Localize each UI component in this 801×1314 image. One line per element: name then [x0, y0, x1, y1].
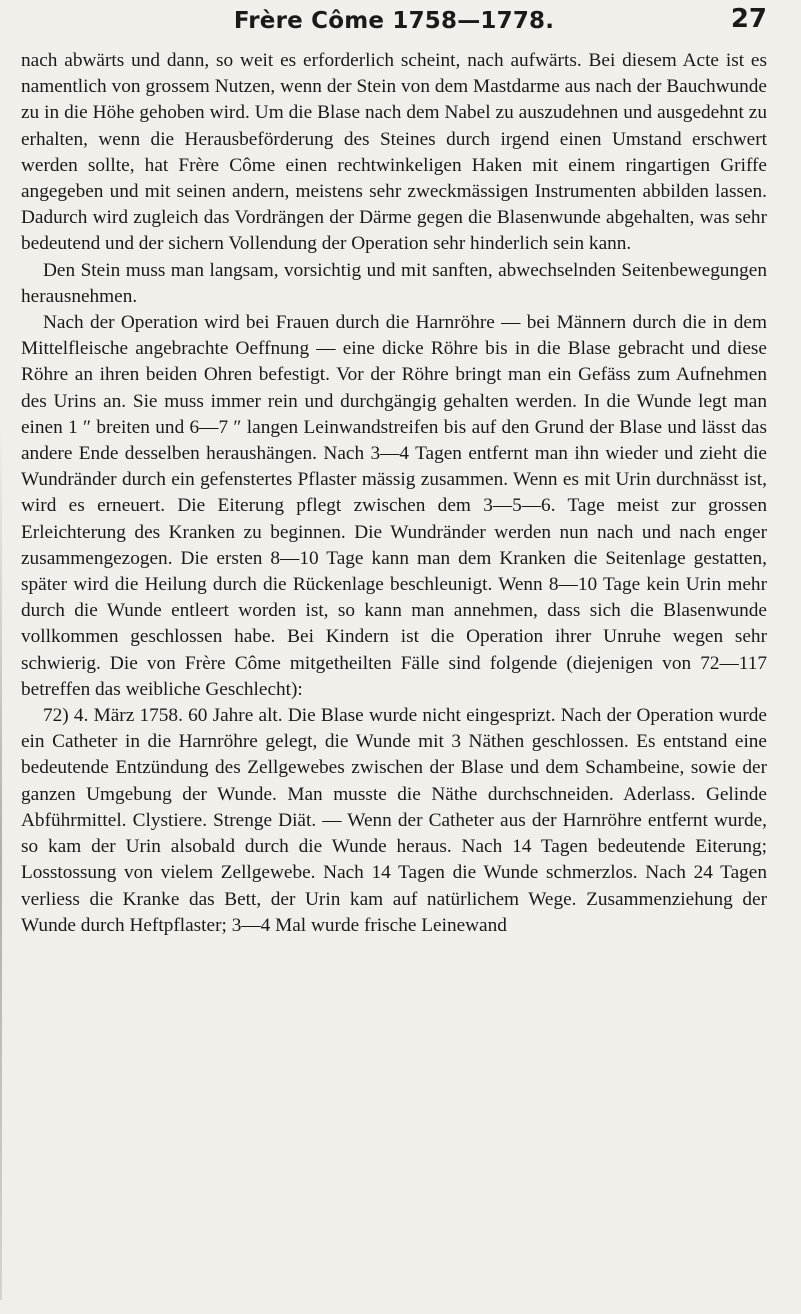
paragraph-3: Nach der Operation wird bei Frauen durch die Harnröhre — bei Männern durch die in dem Mittelfleische angebrachte Oeffnung — eine dicke Röhre bis in die Blase gebracht und diese Röhre an ihren beiden Ohren befestigt. Vor der Röhre bringt man ein Gefäss zum Aufnehmen des Urins an. Sie muss immer rein und durchgängig gehalten werden. In die Wunde legt man einen 1 ″ breiten und 6—7 ″ langen Leinwandstreifen bis auf den Grund der Blase und lässt das andere Ende desselben heraushängen. Nach 3—4 Tagen entfernt man ihn wieder und zieht die Wundränder durch ein gefenstertes Pflaster mässig zusammen. Wenn es mit Urin durchnässt ist, wird es erneuert. Die Eiterung pflegt zwischen dem 3—5—6. Tage meist zur grossen Erleichterung des Kranken zu beginnen. Die Wundränder werden nun nach und nach enger zusammengezogen. Die ersten 8—10 Tage kann man dem Kranken die Seitenlage gestatten, später wird die Heilung durch die Rückenlage beschleunigt. Wenn 8—10 Tage kein Urin mehr durch die Wunde entleert worden ist, so kann man annehmen, dass sich die Blasenwunde vollkommen geschlossen habe. Bei Kindern ist die Operation ihrer Unruhe wegen sehr schwierig. Die von Frère Côme mitgetheilten Fälle sind folgende (diejenigen von 72—117 betreffen das weibliche Geschlecht):	[21, 312, 767, 700]
paragraph-1: nach abwärts und dann, so weit es erforderlich scheint, nach aufwärts. Bei diesem Acte ist es namentlich von grossem Nutzen, wenn der Stein von dem Mastdarme aus nach der Bauchwunde zu in die Höhe gehoben wird. Um die Blase nach dem Nabel zu auszudehnen und ausgedehnt zu erhalten, wenn die Herausbeförderung des Steines durch irgend einen Umstand erschwert werden sollte, hat Frère Côme einen rechtwinkeligen Haken mit einem ringartigen Griffe angegeben und mit seinen andern, meistens sehr zweckmässigen Instrumenten abbilden lassen. Dadurch wird zugleich das Vordrängen der Därme gegen die Blasenwunde abgehalten, was sehr bedeutend und der sichern Vollendung der Operation sehr hinderlich sein kann.	[21, 50, 767, 255]
page-number: 27	[730, 4, 767, 34]
running-title: Frère Côme 1758—1778.	[233, 8, 555, 34]
page-edge-shadow	[0, 420, 2, 1300]
body-text	[21, 48, 767, 939]
page-header	[21, 4, 767, 42]
paragraph-4-case-72: 72) 4. März 1758. 60 Jahre alt. Die Blase wurde nicht eingesprizt. Nach der Operation wurde ein Catheter in die Harnröhre gelegt, die Wunde mit 3 Näthen geschlossen. Es entstand eine bedeutende Entzündung des Zellgewebes zwischen der Blase und dem Schambeine, sowie der ganzen Umgebung der Wunde. Man musste die Näthe durchschneiden. Aderlass. Gelinde Abführmittel. Clystiere. Strenge Diät. — Wenn der Catheter aus der Harnröhre entfernt wurde, so kam der Urin alsobald durch die Wunde heraus. Nach 14 Tagen bedeutende Eiterung; Losstossung von vielem Zellgewebe. Nach 14 Tagen die Wunde schmerzlos. Nach 24 Tagen verliess die Kranke das Bett, der Urin kam auf natürlichem Wege. Zusammenziehung der Wunde durch Heftpflaster; 3—4 Mal wurde frische Leinewand	[21, 705, 767, 936]
paragraph-2: Den Stein muss man langsam, vorsichtig und mit sanften, abwechselnden Seitenbewegungen herausnehmen.	[21, 259, 767, 307]
